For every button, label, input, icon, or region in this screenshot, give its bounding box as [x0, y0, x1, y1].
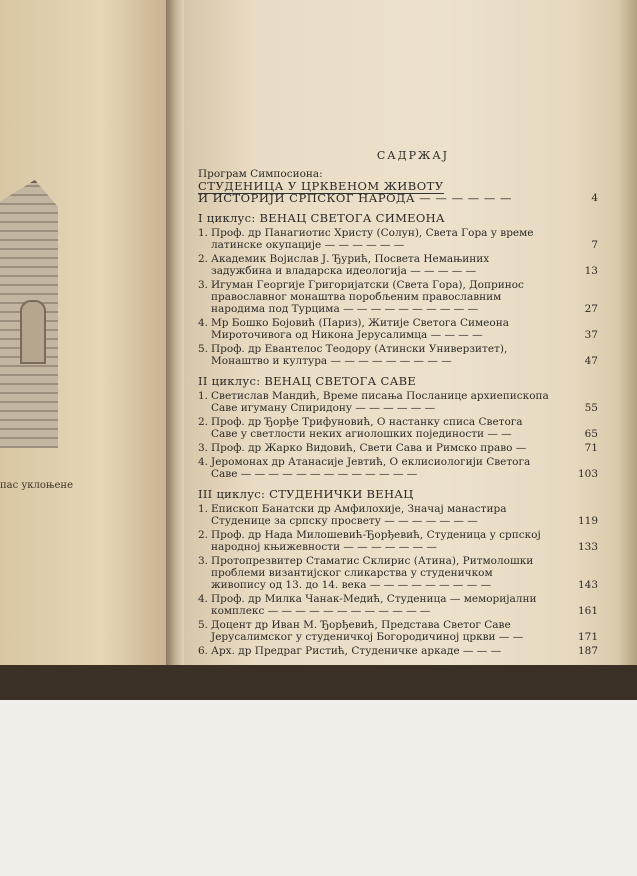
program-title-line-2: И ИСТОРИЈИ СРПСКОГ НАРОДА — — — — — —: [198, 191, 513, 205]
church-window: [20, 300, 46, 364]
list-item: 4. Мр Бошко Бојовић (Париз), Житије Светога Симеона Мироточивога од Никона Јерусалимца — — — — 37: [198, 317, 598, 341]
list-item: 6. Арх. др Предраг Ристић, Студеничке аркаде — — — 187: [198, 645, 598, 657]
list-item: 1. Проф. др Панагиотис Христу (Солун), Света Гора у време латинске окупације — — — — — — 7: [198, 227, 598, 251]
list-item: 5. Доцент др Иван М. Ђорђевић, Представа Светог Саве Јерусалимског у студеничкој Богородичиној цркви — — 171: [198, 619, 598, 643]
list-item: 2. Академик Војислав Ј. Ђурић, Посвета Немањиних задужбина и владарска идеологија — — — — — 13: [198, 253, 598, 277]
cycle-2: [198, 375, 598, 480]
page-edge: [618, 0, 637, 700]
list-item: 3. Игуман Георгије Григоријатски (Света Гора), Допринос православног монаштва поробљеним православним народима под Турцима — — — — — — — — — — 27: [198, 279, 598, 315]
cycle-3: [198, 488, 598, 657]
program-label: Програм Симпосиона:: [198, 168, 323, 180]
list-item: 1. Епископ Банатски др Амфилохије, Значај манастира Студенице за српску просвету — — — — — — — 119: [198, 503, 598, 527]
list-item: 4. Јеромонах др Атанасије Јевтић, О еклисиологији Светога Саве — — — — — — — — — — — — — 103: [198, 456, 598, 480]
bottom-background: [0, 700, 637, 876]
left-page-caption: пас уклоњене: [0, 480, 74, 491]
list-item: 1. Светислав Мандић, Време писања Посланице архиепископа Саве игуману Спиридону — — — — — — 55: [198, 390, 598, 414]
book-gutter: [166, 0, 184, 700]
toc-heading: САДРЖАЈ: [376, 149, 450, 162]
cycle-title: II циклус: ВЕНАЦ СВЕТОГА САВЕ: [198, 374, 417, 388]
cycle-title: III циклус: СТУДЕНИЧКИ ВЕНАЦ: [198, 487, 414, 501]
list-item: 3. Протопрезвитер Стаматис Склирис (Атина), Ритмолошки проблеми византијског сликарства у студеничком живопису од 13. до 14. века — — — — — — — — — 143: [198, 555, 598, 591]
list-item: 5. Проф. др Евантелос Теодору (Атински Универзитет), Монаштво и култура — — — — — — — — — 47: [198, 343, 598, 367]
list-item: 4. Проф. др Милка Чанак-Медић, Студеница — меморијални комплекс — — — — — — — — — — — — 161: [198, 593, 598, 617]
program-title-row: [198, 192, 598, 204]
list-item: 3. Проф. др Жарко Видовић, Свети Сава и Римско право — 71: [198, 442, 598, 454]
program-title-line-1: СТУДЕНИЦА У ЦРКВЕНОМ ЖИВОТУ: [198, 179, 444, 193]
list-item: 2. Проф. др Ђорђе Трифуновић, О настанку списа Светога Саве у светлости неких агиолошких појединости — — 65: [198, 416, 598, 440]
cycle-title: I циклус: ВЕНАЦ СВЕТОГА СИМЕОНА: [198, 211, 445, 225]
list-item: 2. Проф. др Нада Милошевић-Ђорђевић, Студеница у српској народној књижевности — — — — — — — 133: [198, 529, 598, 553]
table-of-contents: [198, 150, 598, 659]
program-page: 4: [591, 192, 598, 204]
cycle-1: [198, 212, 598, 367]
